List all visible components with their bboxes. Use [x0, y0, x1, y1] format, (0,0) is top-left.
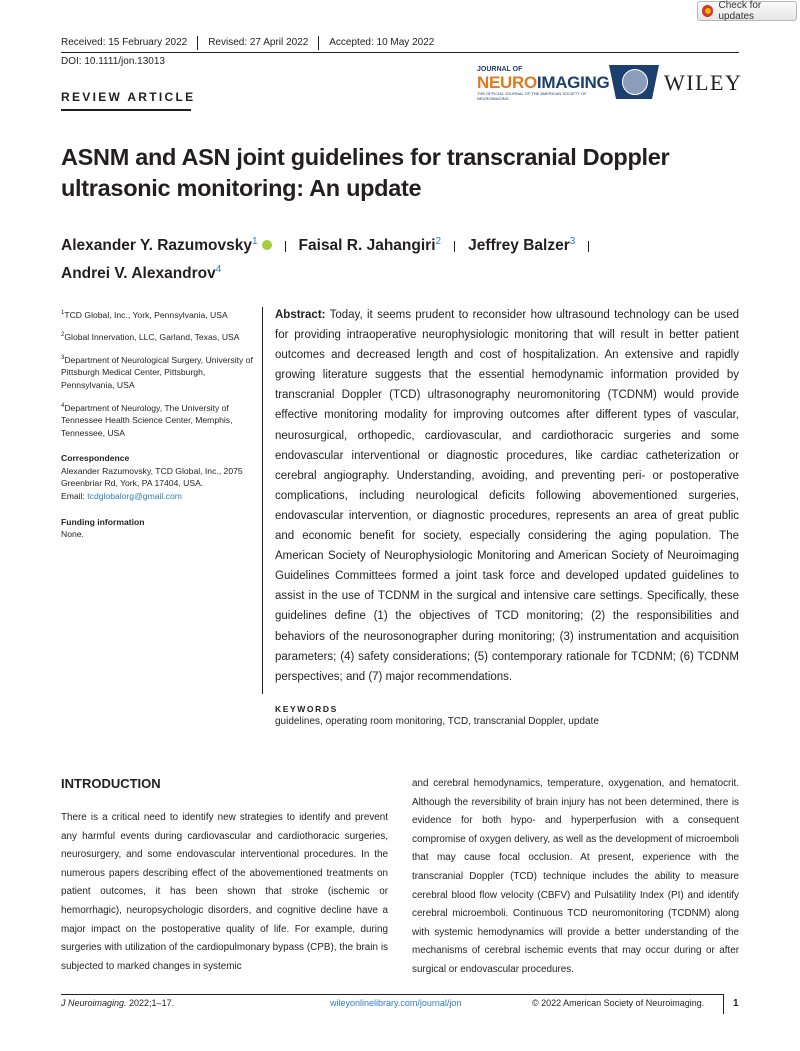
- body-column-left: There is a critical need to identify new strategies to identify and prevent any harmful events during cardiovascular and cardiothoracic surgeries, neurosurgery, and some endovascular interventional procedures. In the numerous papers describing effect of the abovementioned treatments on patient outcomes, it has been shown that stroke (ischemic or hemorrhagic), neuropsychologic disorders, and cognitive decline have a major impact on the postoperative quality of life. For example, during surgeries with utilization of the cardiopulmonary bypass (CPB), the brain is subjected to marked changes in systemic: [61, 812, 388, 972]
- article-type-underline: [61, 109, 191, 111]
- header-divider: [61, 52, 739, 53]
- logo-neuro: NEURO: [477, 73, 537, 92]
- affiliation: $^1$TCD Global, Inc., York, Pennsylvania, USA: [61, 309, 228, 320]
- doi: DOI: 10.1111/jon.13013: [61, 56, 165, 67]
- author-list: [61, 230, 741, 286]
- author[interactable]: Alexander Y. Razumovsky$^1$: [61, 236, 258, 255]
- footer-copyright: © 2022 American Society of Neuroimaging.: [532, 998, 705, 1008]
- society-seal-icon: [609, 65, 659, 99]
- keywords-heading: KEYWORDS: [275, 704, 338, 714]
- publisher-logo: WILEY: [664, 70, 743, 95]
- author[interactable]: Jeffrey Balzer$^3$: [468, 236, 576, 255]
- revised-date: Revised: 27 April 2022: [198, 36, 319, 50]
- orcid-icon[interactable]: [262, 240, 272, 250]
- footer-divider: [61, 994, 724, 995]
- email-link[interactable]: tcdglobalorg@gmail.com: [87, 490, 182, 501]
- accepted-date: Accepted: 10 May 2022: [329, 37, 435, 48]
- affiliation: $^3$Department of Neurological Surgery, University of Pittsburgh Medical Center, Pittsburgh, Pennsylvania, USA: [61, 354, 253, 390]
- footer-journal-link[interactable]: wileyonlinelibrary.com/journal/jon: [330, 998, 462, 1008]
- affiliation: $^4$Department of Neurology, The University of Tennessee Health Science Center, Memphis, Tennessee, USA: [61, 402, 233, 438]
- abstract-text: Today, it seems prudent to reconsider how ultrasound technology can be used for providing intraoperative neurophysiologic monitoring that will result in better patient outcomes and decreased length and cost of hospitalization. An extensive and rapidly growing literature suggests that the essential hemodynamic information provided by transcranial Doppler (TCD) ultrasonography neuromonitoring (TCDNM) would provide effective monitoring modality for improving outcomes after different types of vascular, neurosurgical, orthopedic, cardiovascular, and cardiothoracic surgeries and some endovascular interventional or diagnostic procedures, like cardiac catheterization or cerebral angiography. Understanding, avoiding, and preventing peri- or postoperative complications, including neurological deficits following abovementioned surgeries, endovascular intervention, or diagnostic procedures, represents an area of great public and economic benefit for society, especially considering the aging population. The American Society of Neurophysiologic Monitoring and American Society of Neuroimaging Guidelines Committees formed a joint task force and developed updated guidelines to assist in the use of TCDNM in the surgical and intensive care settings. Specifically, these guidelines define (1) the objectives of TCD monitoring; (2) the responsibilities and behaviors of the neurosonographer during monitoring; (3) instrumentation and acquisition parameters; (4) safety considerations; (5) contemporary rationale for TCDNM; (6) TCDNM perspectives; and (7) major recommendations.: [275, 309, 739, 683]
- crossmark-icon: [702, 5, 713, 17]
- footer-citation: J Neuroimaging. 2022;1–17.: [61, 998, 175, 1008]
- article-type: REVIEW ARTICLE: [61, 90, 196, 104]
- affiliations-sidebar: [61, 307, 253, 541]
- author[interactable]: Andrei V. Alexandrov$^4$: [61, 264, 222, 283]
- keywords: guidelines, operating room monitoring, TCD, transcranial Doppler, update: [275, 716, 599, 727]
- page-number: 1: [733, 998, 739, 1009]
- check-for-updates-button[interactable]: [697, 1, 797, 21]
- correspondence-heading: Correspondence: [61, 453, 130, 464]
- logo-tagline: THE OFFICIAL JOURNAL OF THE AMERICAN SOCIETY OF NEUROIMAGING: [477, 91, 587, 101]
- logo-imaging: IMAGING: [536, 73, 610, 92]
- logo-journal-of: JOURNAL OF: [477, 66, 523, 73]
- received-date: Received: 15 February 2022: [61, 36, 198, 50]
- author-separator: [588, 241, 589, 252]
- author-separator: [454, 241, 455, 252]
- logo-wordmark: [477, 73, 610, 92]
- check-for-updates-label: Check for updates: [718, 0, 762, 22]
- body-column-right: and cerebral hemodynamics, temperature, oxygenation, and hematocrit. Although the reversibility of brain injury has not been determined, there is evidence for both hypo- and hyperperfusion with a consequent compromise of oxygen delivery, as well as the development of microemboli that may cause focal occlusion. At present, experience with the transcranial Doppler (TCD) technique includes the ability to measure cerebral blood flow velocity (CBFV) and Pulsatility Index (PI) and identify cerebral microemboli. Continuous TCD neuromonitoring (TCDNM) along with systemic hemodynamics will provide a better understanding of the mechanisms of cerebral ischemic events that may occur during or after surgical or endovascular procedures.: [412, 778, 739, 975]
- affiliation: $^2$Global Innervation, LLC, Garland, Texas, USA: [61, 332, 240, 343]
- abstract-divider: [262, 307, 263, 694]
- author-separator: [285, 241, 286, 252]
- article-dates: [61, 36, 444, 50]
- section-heading: INTRODUCTION: [61, 776, 161, 791]
- abstract-label: Abstract:: [275, 309, 326, 321]
- article-title: ASNM and ASN joint guidelines for transcranial Doppler ultrasonic monitoring: An update: [61, 144, 670, 201]
- funding-text: None.: [61, 529, 84, 540]
- correspondence-text: Alexander Razumovsky, TCD Global, Inc., 2075 Greenbriar Rd, York, PA 17404, USA. Email: tcdglobalorg@gmail.com: [61, 465, 243, 501]
- journal-logo: [477, 66, 610, 101]
- footer-page-divider: [723, 994, 724, 1014]
- author[interactable]: Faisal R. Jahangiri$^2$: [298, 236, 442, 255]
- funding-heading: Funding information: [61, 516, 145, 527]
- abstract: [275, 305, 739, 687]
